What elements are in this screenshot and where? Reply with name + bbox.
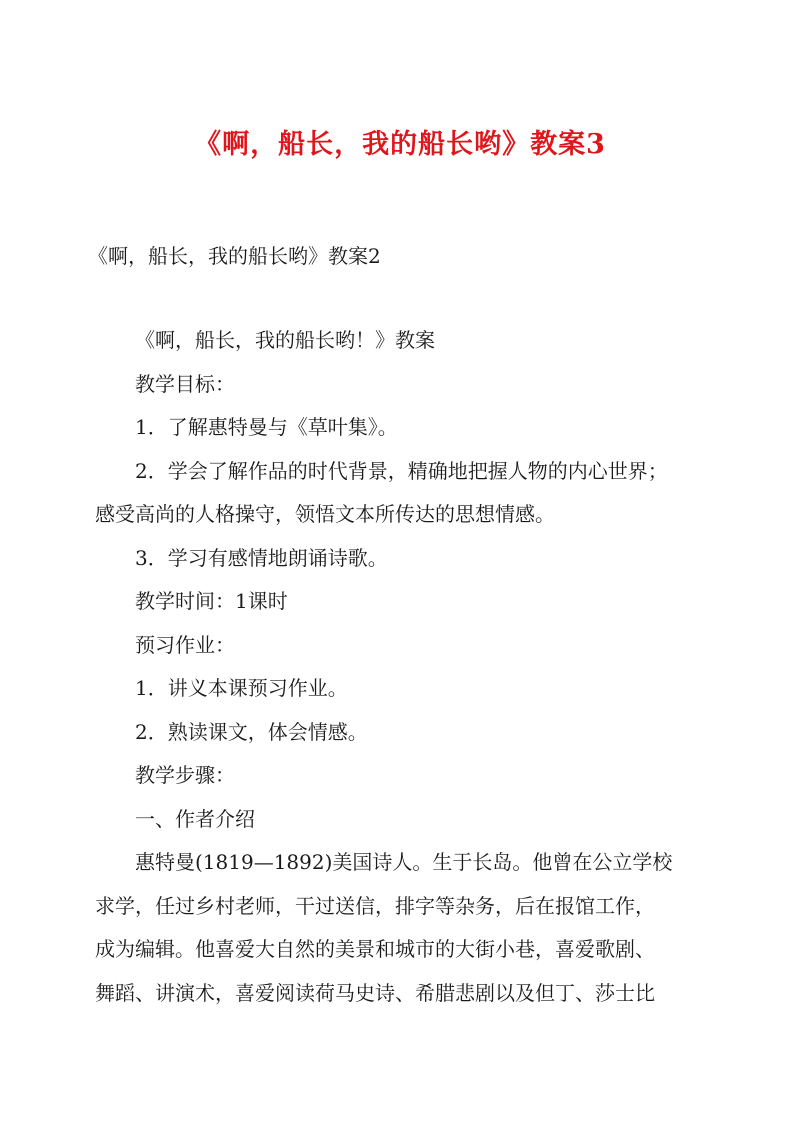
paragraph-line: 惠特曼(1819—1892)美国诗人。生于长岛。他曾在公立学校 — [135, 850, 673, 874]
paragraph-line: 《啊，船长，我的船长哟！》教案 — [135, 328, 435, 352]
document-body — [95, 322, 715, 1018]
paragraph-line: 预习作业： — [135, 632, 235, 657]
document-subtitle: 《啊，船长，我的船长哟》教案2 — [88, 244, 381, 268]
document-title: 《啊，船长，我的船长哟》教案3 — [194, 129, 606, 160]
paragraph-line: 舞蹈、讲演术，喜爱阅读荷马史诗、希腊悲剧以及但丁、莎士比 — [95, 980, 655, 1005]
paragraph-line: 2．熟读课文，体会情感。 — [135, 719, 368, 744]
paragraph-line: 成为编辑。他喜爱大自然的美景和城市的大街小巷，喜爱歌剧、 — [95, 937, 655, 961]
paragraph-line: 教学步骤： — [135, 763, 235, 787]
paragraph-line: 教学时间：1课时 — [135, 589, 288, 613]
paragraph-line: 求学，任过乡村老师，干过送信，排字等杂务，后在报馆工作， — [95, 893, 655, 918]
paragraph-line: 1．了解惠特曼与《草叶集》。 — [135, 415, 398, 439]
paragraph-line: 一、作者介绍 — [135, 806, 255, 831]
paragraph-line: 3．学习有感情地朗诵诗歌。 — [135, 545, 388, 570]
paragraph-line: 2．学会了解作品的时代背景，精确地把握人物的内心世界； — [135, 458, 668, 483]
paragraph-line: 教学目标： — [135, 371, 235, 396]
paragraph-line: 1．讲义本课预习作业。 — [135, 676, 348, 700]
paragraph-line: 感受高尚的人格操守，领悟文本所传达的思想情感。 — [95, 502, 555, 526]
